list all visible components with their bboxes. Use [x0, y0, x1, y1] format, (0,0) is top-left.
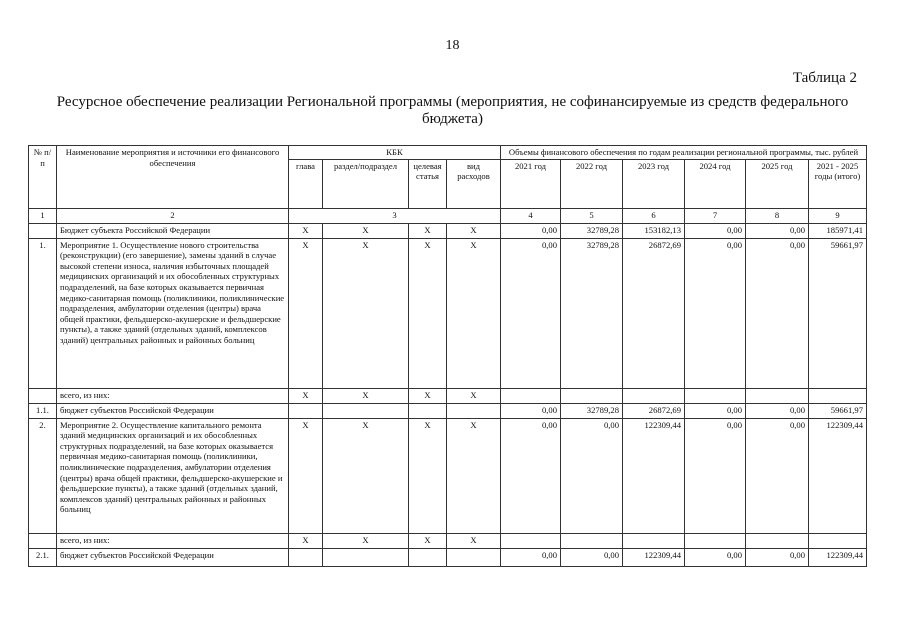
- kbk-cell: X: [323, 418, 409, 533]
- table-row: [29, 223, 867, 238]
- value-cell: 153182,13: [623, 223, 685, 238]
- col-number: 1: [29, 208, 57, 223]
- row-name: бюджет субъектов Российской Федерации: [57, 403, 289, 418]
- kbk-cell: X: [409, 533, 447, 548]
- header-kbk-vid: вид расходов: [447, 159, 501, 208]
- kbk-cell: X: [289, 238, 323, 388]
- value-cell: [561, 533, 623, 548]
- value-cell: 0,00: [685, 238, 746, 388]
- header-year-2025: 2025 год: [746, 159, 809, 208]
- kbk-cell: X: [447, 533, 501, 548]
- kbk-cell: X: [447, 388, 501, 403]
- value-cell: 0,00: [685, 403, 746, 418]
- kbk-cell: X: [409, 418, 447, 533]
- kbk-cell: [409, 548, 447, 566]
- value-cell: [746, 533, 809, 548]
- row-number: 2.1.: [29, 548, 57, 566]
- kbk-cell: X: [323, 388, 409, 403]
- header-year-2023: 2023 год: [623, 159, 685, 208]
- kbk-cell: X: [289, 223, 323, 238]
- kbk-cell: X: [409, 388, 447, 403]
- value-cell: [623, 388, 685, 403]
- value-cell: 122309,44: [623, 548, 685, 566]
- value-cell: 0,00: [685, 548, 746, 566]
- col-number: 7: [685, 208, 746, 223]
- kbk-cell: [409, 403, 447, 418]
- table-row: [29, 388, 867, 403]
- document-title: Ресурсное обеспечение реализации Региональной программы (мероприятия, не софинансируемые из средств федерального бюджета): [56, 94, 849, 127]
- value-cell: 26872,69: [623, 403, 685, 418]
- value-cell: 0,00: [561, 548, 623, 566]
- value-cell: 59661,97: [809, 403, 867, 418]
- header-num: № п/п: [29, 146, 57, 209]
- kbk-cell: X: [323, 533, 409, 548]
- column-numbers-row: [29, 208, 867, 223]
- value-cell: [746, 388, 809, 403]
- header-kbk-razdel: раздел/подраздел: [323, 159, 409, 208]
- kbk-cell: X: [289, 533, 323, 548]
- value-cell: 0,00: [746, 238, 809, 388]
- kbk-cell: X: [323, 238, 409, 388]
- col-number: 4: [501, 208, 561, 223]
- value-cell: [809, 388, 867, 403]
- header-row-1: [29, 146, 867, 160]
- header-name: Наименование мероприятия и источники его финансового обеспечения: [57, 146, 289, 209]
- table-label: Таблица 2: [792, 70, 857, 86]
- row-number: 2.: [29, 418, 57, 533]
- table-row: [29, 533, 867, 548]
- kbk-cell: X: [289, 418, 323, 533]
- value-cell: 122309,44: [809, 418, 867, 533]
- value-cell: [623, 533, 685, 548]
- row-number: 1.: [29, 238, 57, 388]
- table-row: [29, 403, 867, 418]
- value-cell: 0,00: [501, 548, 561, 566]
- header-kbk-glava: глава: [289, 159, 323, 208]
- value-cell: [501, 533, 561, 548]
- row-name: бюджет субъектов Российской Федерации: [57, 548, 289, 566]
- header-kbk-statya: целевая статья: [409, 159, 447, 208]
- value-cell: 185971,41: [809, 223, 867, 238]
- value-cell: 122309,44: [809, 548, 867, 566]
- value-cell: 0,00: [746, 403, 809, 418]
- col-number: 6: [623, 208, 685, 223]
- header-year-2024: 2024 год: [685, 159, 746, 208]
- value-cell: 0,00: [501, 418, 561, 533]
- value-cell: 0,00: [746, 548, 809, 566]
- kbk-cell: X: [409, 223, 447, 238]
- value-cell: [685, 533, 746, 548]
- kbk-cell: [289, 403, 323, 418]
- row-number: [29, 223, 57, 238]
- row-number: [29, 388, 57, 403]
- row-name: всего, из них:: [57, 533, 289, 548]
- value-cell: 32789,28: [561, 223, 623, 238]
- header-kbk: КБК: [289, 146, 501, 160]
- kbk-cell: X: [289, 388, 323, 403]
- col-number: 8: [746, 208, 809, 223]
- row-name: Мероприятие 1. Осуществление нового строительства (реконструкции) (его завершение), замены зданий в случае высокой степени износа, наличия избыточных площадей медицинских организаций и их обособленных структурных подразделений, на базе которых оказывается первичная медико-санитарная помощь (поликлиники, поликлинические подразделения, амбулатории отделения (центры) врача общей практики, фельдшерско-акушерские и фельдшерские пункты), а также зданий (отдельных зданий, комплексов зданий) центральных районных и районных больниц: [57, 238, 289, 388]
- kbk-cell: X: [447, 223, 501, 238]
- value-cell: 26872,69: [623, 238, 685, 388]
- value-cell: 0,00: [685, 418, 746, 533]
- row-number: 1.1.: [29, 403, 57, 418]
- value-cell: 59661,97: [809, 238, 867, 388]
- kbk-cell: X: [447, 238, 501, 388]
- table-row: [29, 418, 867, 533]
- kbk-cell: [323, 403, 409, 418]
- col-number: 5: [561, 208, 623, 223]
- value-cell: 0,00: [501, 238, 561, 388]
- col-number: 3: [289, 208, 501, 223]
- table-row: [29, 238, 867, 388]
- kbk-cell: [323, 548, 409, 566]
- kbk-cell: X: [447, 418, 501, 533]
- table-row: [29, 548, 867, 566]
- page-number: 18: [445, 38, 460, 53]
- row-name: Мероприятие 2. Осуществление капитального ремонта зданий медицинских организаций и их обособленных структурных подразделений, на базе которых оказывается первичная медико-санитарная помощь (поликлиники, поликлинические подразделения, амбулатории отделения (центры) врача общей практики, фельдшерско-акушерские и фельдшерские пункты), а также зданий (отдельных зданий, комплексов зданий) центральных районных и районных больниц: [57, 418, 289, 533]
- kbk-cell: [447, 403, 501, 418]
- row-number: [29, 533, 57, 548]
- value-cell: 0,00: [685, 223, 746, 238]
- kbk-cell: X: [323, 223, 409, 238]
- value-cell: 0,00: [746, 223, 809, 238]
- value-cell: [685, 388, 746, 403]
- value-cell: [561, 388, 623, 403]
- kbk-cell: X: [409, 238, 447, 388]
- col-number: 2: [57, 208, 289, 223]
- kbk-cell: [289, 548, 323, 566]
- value-cell: 32789,28: [561, 238, 623, 388]
- value-cell: 0,00: [501, 403, 561, 418]
- value-cell: [809, 533, 867, 548]
- row-name: всего, из них:: [57, 388, 289, 403]
- value-cell: 122309,44: [623, 418, 685, 533]
- header-volumes: Объемы финансового обеспечения по годам реализации региональной программы, тыс. рублей: [501, 146, 867, 160]
- header-year-2021: 2021 год: [501, 159, 561, 208]
- value-cell: [501, 388, 561, 403]
- header-year-2022: 2022 год: [561, 159, 623, 208]
- value-cell: 32789,28: [561, 403, 623, 418]
- value-cell: 0,00: [746, 418, 809, 533]
- resource-table: [28, 145, 867, 567]
- value-cell: 0,00: [561, 418, 623, 533]
- header-year-total: 2021 - 2025 годы (итого): [809, 159, 867, 208]
- value-cell: 0,00: [501, 223, 561, 238]
- kbk-cell: [447, 548, 501, 566]
- row-name: Бюджет субъекта Российской Федерации: [57, 223, 289, 238]
- col-number: 9: [809, 208, 867, 223]
